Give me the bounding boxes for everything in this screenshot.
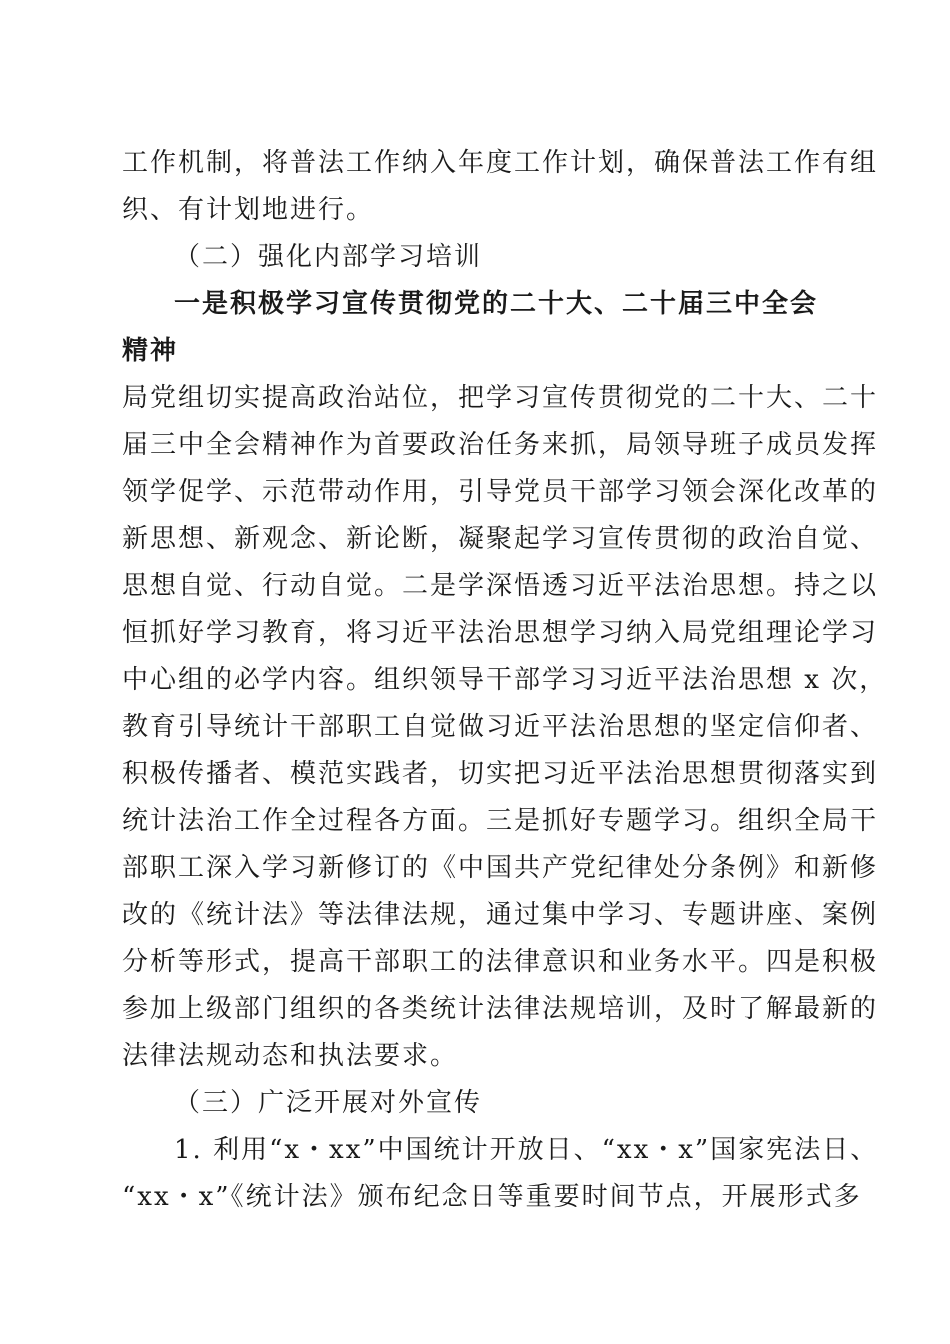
section-heading-external-publicity: （三）广泛开展对外宣传 [174,1088,483,1118]
text-line: 织、有计划地进行。 [122,195,375,225]
text-line: 法律法规动态和执法要求。 [122,1041,459,1071]
text-line: 思想自觉、行动自觉。二是学深悟透习近平法治思想。持之以 [122,571,879,601]
paragraph-study-body [122,375,888,1080]
text-line: 领学促学、示范带动作用，引导党员干部学习领会深化改革的 [122,477,879,507]
bold-lead-sentence: 一是积极学习宣传贯彻党的二十大、二十届三中全会精神 [122,289,819,366]
text-line: 局党组切实提高政治站位，把学习宣传贯彻党的二十大、二十 [122,383,879,413]
text-line: “xx・x”《统计法》颁布纪念日等重要时间节点，开展形式多 [122,1182,862,1212]
text-line: 恒抓好学习教育，将习近平法治思想学习纳入局党组理论学习 [122,618,879,648]
text-line: 届三中全会精神作为首要政治任务来抓，局领导班子成员发挥 [122,430,879,460]
paragraph-publicity-events [122,1127,879,1221]
text-line: 分析等形式，提高干部职工的法律意识和业务水平。四是积极 [122,947,879,977]
text-line: 中心组的必学内容。组织领导干部学习习近平法治思想 x 次， [122,665,888,695]
text-line: 新思想、新观念、新论断，凝聚起学习宣传贯彻的政治自觉、 [122,524,879,554]
text-line: 工作机制，将普法工作纳入年度工作计划，确保普法工作有组 [122,148,879,178]
text-line: 部职工深入学习新修订的《中国共产党纪律处分条例》和新修 [122,853,879,883]
text-line: 1. 利用“x・xx”中国统计开放日、“xx・x”国家宪法日、 [174,1135,879,1165]
text-line: 参加上级部门组织的各类统计法律法规培训，及时了解最新的 [122,994,879,1024]
text-line: 积极传播者、模范实践者，切实把习近平法治思想贯彻落实到 [122,759,879,789]
text-line: 改的《统计法》等法律法规，通过集中学习、专题讲座、案例 [122,900,879,930]
paragraph-study-lead [122,281,832,375]
document-body [122,140,888,1221]
paragraph-mechanism [122,140,879,234]
text-line: 教育引导统计干部职工自觉做习近平法治思想的坚定信仰者、 [122,712,879,742]
text-line: 统计法治工作全过程各方面。三是抓好专题学习。组织全局干 [122,806,879,836]
section-heading-internal-training: （二）强化内部学习培训 [174,242,483,272]
